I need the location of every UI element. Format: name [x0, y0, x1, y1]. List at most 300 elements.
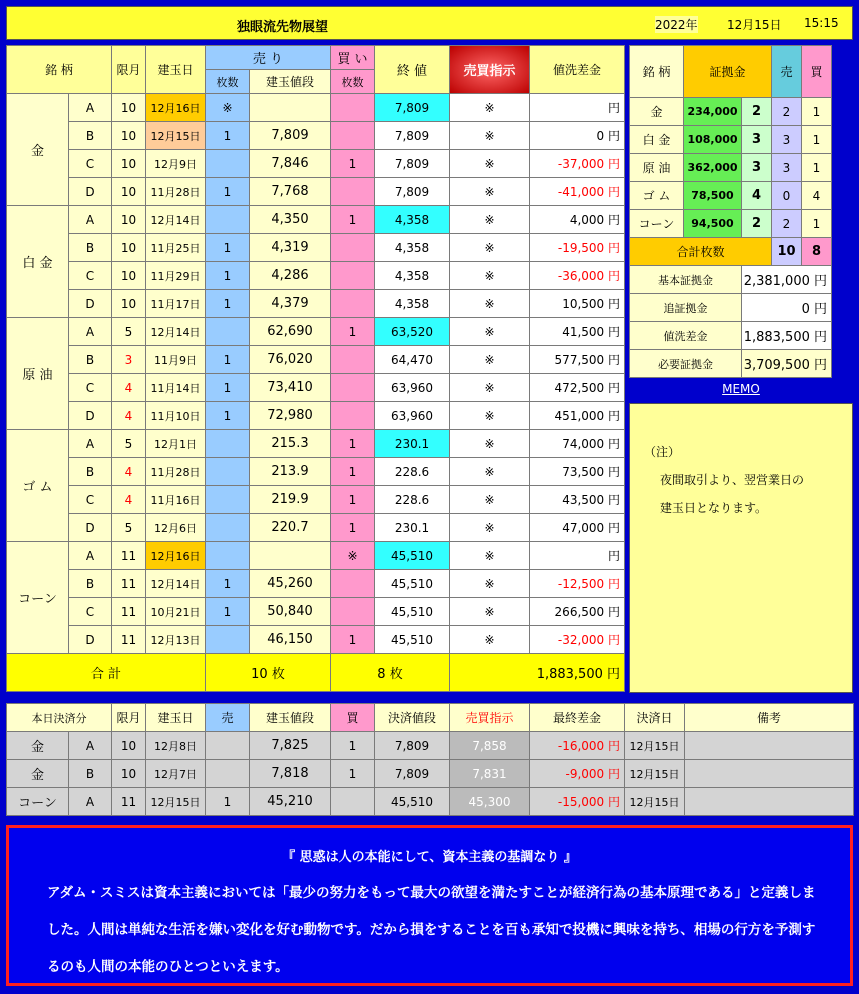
entry-date-cell: 12月16日	[146, 94, 206, 122]
settle-sdate-header: 決済日	[625, 704, 685, 732]
table-row	[7, 122, 625, 150]
memo-note-line: 建玉日となります。	[660, 501, 768, 515]
settle-value-header: 決済値段	[375, 704, 450, 732]
side-total-label: 合計枚数	[630, 238, 772, 266]
diff-cell: 451,000 円	[530, 402, 625, 430]
entry-price-cell: 62,690	[250, 318, 331, 346]
side-buy-cell: 1	[802, 98, 832, 126]
month-cell: 4	[112, 374, 146, 402]
table-row	[630, 266, 832, 294]
entry-date-cell: 12月9日	[146, 150, 206, 178]
buy-qty-cell	[331, 374, 375, 402]
sub-cell: D	[69, 626, 112, 654]
sub-cell: D	[69, 178, 112, 206]
summary-label: 追証拠金	[630, 294, 742, 322]
side-brand-cell: 原 油	[630, 154, 684, 182]
sell-qty-header: 枚数	[206, 70, 250, 94]
table-row	[7, 542, 625, 570]
settle-date-cell: 12月15日	[146, 788, 206, 816]
brand-cell: 金	[7, 94, 69, 206]
side-buy-cell: 1	[802, 210, 832, 238]
side-margin-cell: 78,500	[684, 182, 742, 210]
table-row	[7, 486, 625, 514]
brand-cell: 原 油	[7, 318, 69, 430]
buy-header: 買 い	[331, 46, 375, 70]
table-row	[7, 402, 625, 430]
close-cell: 228.6	[375, 458, 450, 486]
buy-qty-cell: 1	[331, 486, 375, 514]
side-sell-cell: 3	[772, 126, 802, 154]
buy-qty-cell	[331, 346, 375, 374]
buy-qty-cell	[331, 570, 375, 598]
instruction-cell: ※	[450, 402, 530, 430]
sub-cell: B	[69, 234, 112, 262]
side-sell-header: 売	[772, 46, 802, 98]
sell-qty-cell	[206, 542, 250, 570]
diff-cell: 41,500 円	[530, 318, 625, 346]
diff-cell: -12,500 円	[530, 570, 625, 598]
sub-cell: C	[69, 262, 112, 290]
instruction-cell: ※	[450, 374, 530, 402]
sub-cell: D	[69, 514, 112, 542]
side-brand-cell: 白 金	[630, 126, 684, 154]
table-row	[7, 626, 625, 654]
entry-date-cell: 12月14日	[146, 570, 206, 598]
brand-header: 銘 柄	[7, 46, 112, 94]
buy-qty-cell	[331, 290, 375, 318]
instruction-cell: ※	[450, 318, 530, 346]
buy-qty-cell	[331, 94, 375, 122]
quote-body: アダム・スミスは資本主義においては「最少の努力をもって最大の欲望を満たすことが経済行為の基本原理である」と定義しました。人間は単純な生活を嫌い変化を好む動物です。だから損をすることを百も承知で投機に興味を持ち、相場の行方を予測するのも人間の本能のひとつといえます。	[47, 885, 816, 975]
entry-price-cell: 7,846	[250, 150, 331, 178]
settle-value-cell: 45,510	[375, 788, 450, 816]
table-row	[630, 322, 832, 350]
entry-date-cell: 12月15日	[146, 122, 206, 150]
settle-final-cell: -16,000 円	[530, 732, 625, 760]
sub-cell: D	[69, 402, 112, 430]
month-cell: 10	[112, 206, 146, 234]
instruction-cell: ※	[450, 570, 530, 598]
month-cell: 4	[112, 458, 146, 486]
side-units-cell: 2	[742, 98, 772, 126]
sell-qty-cell: 1	[206, 402, 250, 430]
entry-price-cell: 7,768	[250, 178, 331, 206]
settle-sub-cell: A	[69, 732, 112, 760]
close-cell: 4,358	[375, 206, 450, 234]
settle-brand-cell: 金	[7, 760, 69, 788]
table-row	[630, 210, 832, 238]
entry-date-cell: 11月9日	[146, 346, 206, 374]
sub-cell: A	[69, 318, 112, 346]
entry-date-cell: 11月25日	[146, 234, 206, 262]
buy-qty-cell	[331, 262, 375, 290]
table-row	[7, 150, 625, 178]
settle-instr-cell: 45,300	[450, 788, 530, 816]
instruction-cell: ※	[450, 598, 530, 626]
month-cell: 3	[112, 346, 146, 374]
month-cell: 5	[112, 430, 146, 458]
settle-final-cell: -9,000 円	[530, 760, 625, 788]
instruction-cell: ※	[450, 626, 530, 654]
month-cell: 10	[112, 290, 146, 318]
positions-table	[6, 45, 625, 692]
instruction-header: 売買指示	[450, 46, 530, 94]
entry-date-cell: 11月28日	[146, 458, 206, 486]
table-row	[7, 234, 625, 262]
summary-value: 2,381,000 円	[742, 266, 832, 294]
side-brand-cell: ゴ ム	[630, 182, 684, 210]
memo-note-label: （注）	[644, 445, 681, 459]
settle-value-cell: 7,809	[375, 760, 450, 788]
buy-qty-cell	[331, 598, 375, 626]
diff-cell: 47,000 円	[530, 514, 625, 542]
instruction-cell: ※	[450, 542, 530, 570]
brand-cell: ゴ ム	[7, 430, 69, 542]
settle-note-cell	[685, 788, 854, 816]
entry-date-cell: 11月28日	[146, 178, 206, 206]
table-row	[7, 346, 625, 374]
memo-note-line: 夜間取引より、翌営業日の	[660, 473, 805, 487]
table-row	[630, 154, 832, 182]
table-row	[630, 350, 832, 378]
side-brand-cell: 金	[630, 98, 684, 126]
side-margin-header: 証拠金	[684, 46, 772, 98]
entry-price-cell: 220.7	[250, 514, 331, 542]
side-margin-cell: 94,500	[684, 210, 742, 238]
sell-qty-cell	[206, 150, 250, 178]
close-header: 終 値	[375, 46, 450, 94]
sell-qty-cell: 1	[206, 374, 250, 402]
sub-cell: C	[69, 374, 112, 402]
side-sell-cell: 2	[772, 98, 802, 126]
entry-price-cell	[250, 94, 331, 122]
total-buy: 8 枚	[331, 654, 450, 692]
sell-qty-cell: 1	[206, 234, 250, 262]
close-cell: 7,809	[375, 122, 450, 150]
close-cell: 228.6	[375, 486, 450, 514]
table-row	[7, 760, 854, 788]
diff-cell: -19,500 円	[530, 234, 625, 262]
entry-date-cell: 12月13日	[146, 626, 206, 654]
diff-cell: 266,500 円	[530, 598, 625, 626]
summary-value: 0 円	[742, 294, 832, 322]
sub-cell: B	[69, 122, 112, 150]
side-brand-cell: コーン	[630, 210, 684, 238]
instruction-cell: ※	[450, 486, 530, 514]
table-row	[7, 458, 625, 486]
instruction-cell: ※	[450, 122, 530, 150]
brand-cell: 白 金	[7, 206, 69, 318]
settle-price-cell: 45,210	[250, 788, 331, 816]
settle-sdate-cell: 12月15日	[625, 788, 685, 816]
side-buy-cell: 1	[802, 126, 832, 154]
total-label: 合 計	[7, 654, 206, 692]
entry-price-cell: 72,980	[250, 402, 331, 430]
diff-cell: 472,500 円	[530, 374, 625, 402]
sub-cell: B	[69, 570, 112, 598]
instruction-cell: ※	[450, 150, 530, 178]
settle-value-cell: 7,809	[375, 732, 450, 760]
month-cell: 5	[112, 514, 146, 542]
diff-cell: -32,000 円	[530, 626, 625, 654]
diff-cell: 577,500 円	[530, 346, 625, 374]
table-row	[7, 374, 625, 402]
entry-price-cell: 46,150	[250, 626, 331, 654]
diff-cell: 43,500 円	[530, 486, 625, 514]
month-cell: 10	[112, 234, 146, 262]
settle-instr-cell: 7,858	[450, 732, 530, 760]
sell-header: 売 り	[206, 46, 331, 70]
quote-box	[6, 825, 853, 986]
settle-buy-cell: 1	[331, 760, 375, 788]
side-margin-cell: 108,000	[684, 126, 742, 154]
sub-cell: C	[69, 598, 112, 626]
close-cell: 230.1	[375, 430, 450, 458]
instruction-cell: ※	[450, 94, 530, 122]
diff-cell: -36,000 円	[530, 262, 625, 290]
table-row	[7, 598, 625, 626]
sub-cell: D	[69, 290, 112, 318]
entry-price-header: 建玉値段	[250, 70, 331, 94]
entry-price-cell: 50,840	[250, 598, 331, 626]
side-total-buy: 8	[802, 238, 832, 266]
settle-month-cell: 10	[112, 760, 146, 788]
settle-month-cell: 10	[112, 732, 146, 760]
buy-qty-cell: 1	[331, 626, 375, 654]
entry-date-cell: 12月6日	[146, 514, 206, 542]
entry-date-cell: 12月1日	[146, 430, 206, 458]
table-row	[7, 514, 625, 542]
instruction-cell: ※	[450, 346, 530, 374]
sub-cell: C	[69, 150, 112, 178]
side-units-cell: 3	[742, 154, 772, 182]
entry-price-cell: 73,410	[250, 374, 331, 402]
sub-cell: C	[69, 486, 112, 514]
sell-qty-cell: 1	[206, 262, 250, 290]
entry-date-cell: 12月16日	[146, 542, 206, 570]
table-row	[7, 262, 625, 290]
close-cell: 4,358	[375, 290, 450, 318]
close-cell: 45,510	[375, 626, 450, 654]
close-cell: 63,520	[375, 318, 450, 346]
brand-cell: コーン	[7, 542, 69, 654]
table-row	[7, 178, 625, 206]
sub-cell: A	[69, 542, 112, 570]
margin-table	[629, 45, 832, 378]
entry-date-header: 建玉日	[146, 46, 206, 94]
side-buy-cell: 1	[802, 154, 832, 182]
entry-date-cell: 12月14日	[146, 318, 206, 346]
entry-price-cell: 4,286	[250, 262, 331, 290]
memo-link[interactable]: MEMO	[722, 382, 760, 396]
month-cell: 4	[112, 402, 146, 430]
close-cell: 45,510	[375, 570, 450, 598]
sell-qty-cell: 1	[206, 122, 250, 150]
entry-date-cell: 12月14日	[146, 206, 206, 234]
settle-sdate-cell: 12月15日	[625, 732, 685, 760]
side-buy-header: 買	[802, 46, 832, 98]
instruction-cell: ※	[450, 178, 530, 206]
sell-qty-cell: 1	[206, 178, 250, 206]
entry-date-cell: 10月21日	[146, 598, 206, 626]
settle-price-header: 建玉値段	[250, 704, 331, 732]
settle-note-cell	[685, 760, 854, 788]
settle-label-header: 本日決済分	[7, 704, 112, 732]
table-row	[7, 732, 854, 760]
month-cell: 11	[112, 570, 146, 598]
instruction-cell: ※	[450, 262, 530, 290]
sell-qty-cell: 1	[206, 346, 250, 374]
entry-date-cell: 11月16日	[146, 486, 206, 514]
side-units-cell: 2	[742, 210, 772, 238]
entry-price-cell	[250, 542, 331, 570]
settle-price-cell: 7,818	[250, 760, 331, 788]
table-row	[7, 788, 854, 816]
close-cell: 7,809	[375, 150, 450, 178]
sell-qty-cell: 1	[206, 290, 250, 318]
diff-cell: 73,500 円	[530, 458, 625, 486]
page-title: 独眼流先物展望	[237, 20, 329, 35]
summary-value: 1,883,500 円	[742, 322, 832, 350]
settle-sub-cell: B	[69, 760, 112, 788]
month-cell: 10	[112, 178, 146, 206]
table-row	[630, 98, 832, 126]
sell-qty-cell	[206, 430, 250, 458]
diff-cell: 10,500 円	[530, 290, 625, 318]
settle-sell-cell: 1	[206, 788, 250, 816]
month-header: 限月	[112, 46, 146, 94]
sell-qty-cell: ※	[206, 94, 250, 122]
settle-sell-header: 売	[206, 704, 250, 732]
settle-note-cell	[685, 732, 854, 760]
title-bar	[6, 6, 853, 40]
entry-price-cell: 4,319	[250, 234, 331, 262]
table-row	[7, 206, 625, 234]
entry-price-cell: 219.9	[250, 486, 331, 514]
entry-price-cell: 45,260	[250, 570, 331, 598]
side-units-cell: 3	[742, 126, 772, 154]
instruction-cell: ※	[450, 458, 530, 486]
instruction-cell: ※	[450, 290, 530, 318]
quote-title: 『 思惑は人の本能にして、資本主義の基調なり 』	[282, 850, 577, 865]
summary-value: 3,709,500 円	[742, 350, 832, 378]
close-cell: 4,358	[375, 262, 450, 290]
buy-qty-cell: 1	[331, 430, 375, 458]
settle-final-cell: -15,000 円	[530, 788, 625, 816]
header-year: 2022年	[655, 18, 698, 32]
settle-date-cell: 12月7日	[146, 760, 206, 788]
diff-cell: 0 円	[530, 122, 625, 150]
settle-sdate-cell: 12月15日	[625, 760, 685, 788]
buy-qty-cell: ※	[331, 542, 375, 570]
settlement-table	[6, 703, 854, 816]
settle-date-header: 建玉日	[146, 704, 206, 732]
memo-title-bar	[629, 378, 853, 400]
table-row	[7, 318, 625, 346]
close-cell: 7,809	[375, 94, 450, 122]
settle-buy-header: 買	[331, 704, 375, 732]
side-brand-header: 銘 柄	[630, 46, 684, 98]
table-row	[630, 182, 832, 210]
close-cell: 63,960	[375, 402, 450, 430]
buy-qty-cell: 1	[331, 206, 375, 234]
month-cell: 10	[112, 262, 146, 290]
buy-qty-cell	[331, 234, 375, 262]
month-cell: 11	[112, 598, 146, 626]
entry-date-cell: 11月29日	[146, 262, 206, 290]
diff-cell: 4,000 円	[530, 206, 625, 234]
settle-brand-cell: コーン	[7, 788, 69, 816]
sub-cell: B	[69, 458, 112, 486]
close-cell: 4,358	[375, 234, 450, 262]
close-cell: 63,960	[375, 374, 450, 402]
close-cell: 64,470	[375, 346, 450, 374]
month-cell: 10	[112, 150, 146, 178]
entry-price-cell: 7,809	[250, 122, 331, 150]
settle-price-cell: 7,825	[250, 732, 331, 760]
month-cell: 10	[112, 94, 146, 122]
month-cell: 11	[112, 626, 146, 654]
entry-date-cell: 11月10日	[146, 402, 206, 430]
buy-qty-cell: 1	[331, 150, 375, 178]
entry-price-cell: 4,379	[250, 290, 331, 318]
diff-cell: -41,000 円	[530, 178, 625, 206]
instruction-cell: ※	[450, 234, 530, 262]
month-cell: 5	[112, 318, 146, 346]
buy-qty-cell: 1	[331, 458, 375, 486]
settle-date-cell: 12月8日	[146, 732, 206, 760]
diff-cell: 円	[530, 94, 625, 122]
table-row	[7, 94, 625, 122]
entry-date-cell: 11月17日	[146, 290, 206, 318]
table-row	[630, 294, 832, 322]
buy-qty-header: 枚数	[331, 70, 375, 94]
diff-header: 値洗差金	[530, 46, 625, 94]
settle-buy-cell	[331, 788, 375, 816]
buy-qty-cell	[331, 178, 375, 206]
month-cell: 10	[112, 122, 146, 150]
instruction-cell: ※	[450, 430, 530, 458]
sub-cell: A	[69, 430, 112, 458]
sub-cell: B	[69, 346, 112, 374]
diff-cell: -37,000 円	[530, 150, 625, 178]
total-sell: 10 枚	[206, 654, 331, 692]
side-sell-cell: 2	[772, 210, 802, 238]
buy-qty-cell	[331, 402, 375, 430]
close-cell: 230.1	[375, 514, 450, 542]
sell-qty-cell	[206, 206, 250, 234]
settle-instr-header: 売買指示	[450, 704, 530, 732]
settle-note-header: 備考	[685, 704, 854, 732]
sell-qty-cell	[206, 486, 250, 514]
entry-date-cell: 11月14日	[146, 374, 206, 402]
side-total-sell: 10	[772, 238, 802, 266]
settle-final-header: 最終差金	[530, 704, 625, 732]
settle-sub-cell: A	[69, 788, 112, 816]
entry-price-cell: 4,350	[250, 206, 331, 234]
sub-cell: A	[69, 94, 112, 122]
memo-panel	[629, 403, 853, 693]
diff-cell: 円	[530, 542, 625, 570]
settle-month-header: 限月	[112, 704, 146, 732]
header-time: 15:15	[804, 16, 839, 30]
sell-qty-cell: 1	[206, 598, 250, 626]
sell-qty-cell	[206, 626, 250, 654]
settle-sell-cell	[206, 732, 250, 760]
sell-qty-cell	[206, 458, 250, 486]
settle-sell-cell	[206, 760, 250, 788]
close-cell: 45,510	[375, 598, 450, 626]
